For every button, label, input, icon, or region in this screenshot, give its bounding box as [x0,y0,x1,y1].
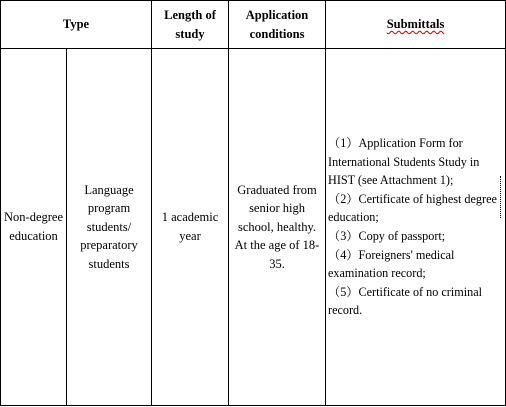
program-cell [67,49,152,406]
submittal-item-2: （2）Certificate of highest degree education; [328,191,497,225]
header-application-conditions [229,1,326,49]
header-conditions-label: Application conditions [245,7,309,41]
conditions-cell [229,49,326,406]
header-type [1,1,152,49]
header-submittals [326,1,506,49]
table-row [1,49,506,406]
header-length-label: Length of study [164,7,216,41]
submittals-list [326,134,505,320]
submittals-cell [326,49,506,406]
submittal-item-5: （5）Certificate of no criminal record. [328,284,483,318]
category-text: Non-degree education [4,210,63,243]
header-length-of-study [152,1,229,49]
header-submittals-label: Submittals [386,17,445,32]
table-edge-marker [500,176,506,218]
length-text: 1 academic year [161,210,219,243]
submittal-item-4: （4）Foreigners' medical examination record; [328,247,455,281]
length-cell [152,49,229,406]
table-header-row [1,1,506,49]
conditions-text: Graduated from senior high school, healthy. At the age of 18-35. [234,182,320,271]
program-text: Language program students/ preparatory students [80,182,138,271]
submittal-item-3: （3）Copy of passport; [328,229,446,243]
header-type-label: Type [62,17,90,32]
submittal-item-1: （1）Application Form for International Students Study in HIST (see Attachment 1); [328,136,480,188]
category-cell [1,49,67,406]
